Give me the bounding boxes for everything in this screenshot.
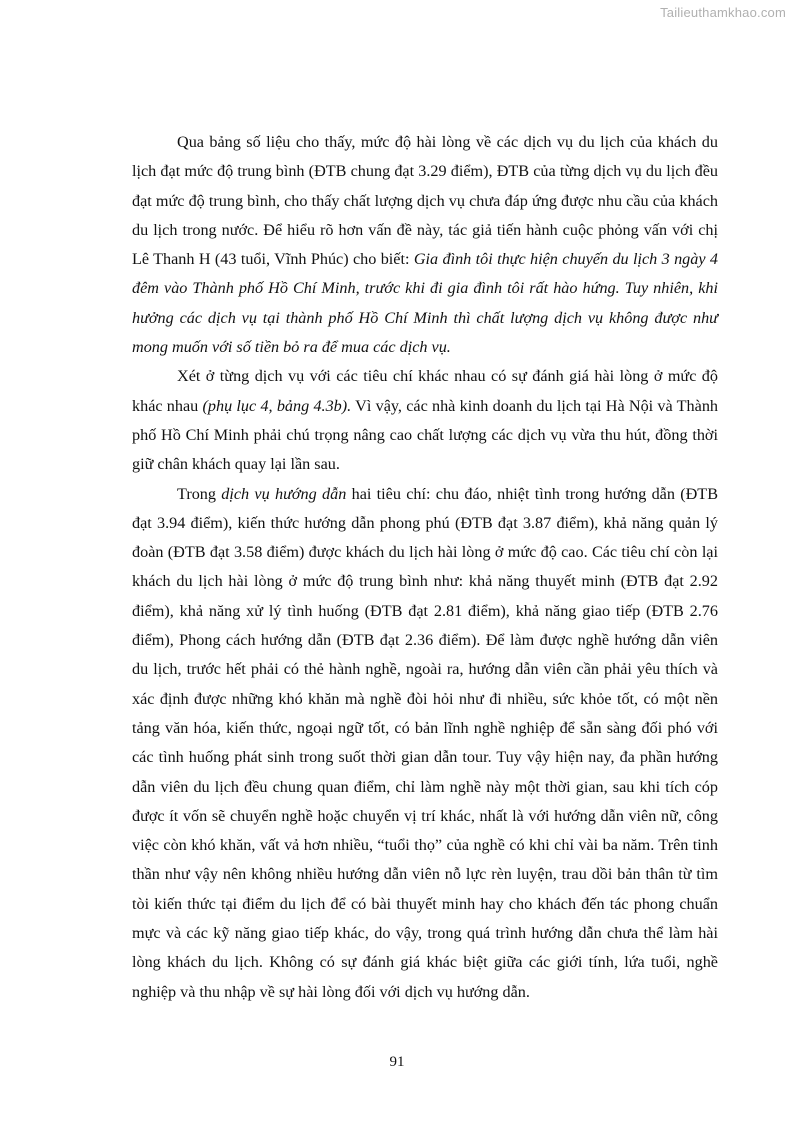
text-segment: Vì vậy, các nhà kinh doanh du lịch tại Hà Nội và Thành phố Hồ Chí Minh phải chú trọng nâng cao chất lượng các dịch vụ vừa thu hút, đồng thời giữ chân khách quay lại lần sau.: [132, 396, 719, 474]
appendix-reference: (phụ lục 4, bảng 4.3b).: [202, 396, 352, 415]
watermark: Tailieuthamkhao.com: [660, 5, 786, 20]
interview-quote: Gia đình tôi thực hiện chuyến du lịch 3 ngày 4 đêm vào Thành phố Hồ Chí Minh, trước khi đi gia đình tôi rất hào hứng. Tuy nhiên, khi hưởng các dịch vụ tại thành phố Hồ Chí Minh thì chất lượng dịch vụ không được như mong muốn với số tiền bỏ ra để mua các dịch vụ.: [132, 250, 718, 357]
text-segment: hai tiêu chí: chu đáo, nhiệt tình trong hướng dẫn (ĐTB đạt 3.94 điểm), kiến thức hướng dẫn phong phú (ĐTB đạt 3.87 điểm), khả năng quản lý đoàn (ĐTB đạt 3.58 điểm) được khách du lịch hài lòng ở mức độ cao. Các tiêu chí còn lại khách du lịch hài lòng ở mức độ trung bình như: khả năng thuyết minh (ĐTB đạt 2.92 điểm), khả năng xử lý tình huống (ĐTB đạt 2.81 điểm), khả năng giao tiếp (ĐTB 2.76 điểm), Phong cách hướng dẫn (ĐTB đạt 2.36 điểm). Để làm được nghề hướng dẫn viên du lịch, trước hết phải có thẻ hành nghề, ngoài ra, hướng dẫn viên cần phải yêu thích và xác định được những khó khăn mà nghề đòi hỏi như đi nhiều, sức khỏe tốt, có một nền tảng văn hóa, kiến thức, ngoại ngữ tốt, có bản lĩnh nghề nghiệp để sẵn sàng đối phó với các tình huống phát sinh trong suốt thời gian dẫn tour. Tuy vậy hiện nay, đa phần hướng dẫn viên du lịch đều chung quan điểm, chỉ làm nghề này một thời gian, sau khi tích cóp được ít vốn sẽ chuyển nghề hoặc chuyển vị trí khác, nhất là với hướng dẫn viên nữ, công việc còn khó khăn, vất vả hơn nhiều, “tuổi thọ” của nghề có khi chỉ vài ba năm. Trên tinh thần như vậy nên không nhiều hướng dẫn viên nỗ lực rèn luyện, trau dồi bản thân từ tìm tòi kiến thức tại điểm du lịch để có bài thuyết minh hay cho khách đến tác phong chuẩn mực và các kỹ năng giao tiếp khác, do vậy, trong quá trình hướng dẫn chưa thể làm hài lòng khách du lịch. Không có sự đánh giá khác biệt giữa các giới tính, lứa tuổi, nghề nghiệp và thu nhập về sự hài lòng đối với dịch vụ hướng dẫn.: [132, 484, 718, 1001]
text-segment: Trong: [177, 484, 222, 503]
paragraph-guide-service: [132, 480, 718, 1007]
text-segment: Qua bảng số liệu cho thấy, mức độ hài lòng về các dịch vụ du lịch của khách du lịch đạt mức độ trung bình (ĐTB chung đạt 3.29 điểm), ĐTB của từng dịch vụ du lịch đều đạt mức độ trung bình, cho thấy chất lượng dịch vụ chưa đáp ứng được nhu cầu của khách du lịch trong nước. Để hiểu rõ hơn vấn đề này, tác giả tiến hành cuộc phỏng vấn với chị Lê Thanh H (43 tuổi, Vĩnh Phúc) cho biết:: [132, 133, 718, 269]
service-term: dịch vụ hướng dẫn: [221, 484, 347, 503]
page-number: 91: [389, 1054, 405, 1070]
text-segment: Xét ở từng dịch vụ với các tiêu chí khác nhau có sự đánh giá hài lòng ở mức độ khác nhau: [132, 367, 718, 415]
body-text: [132, 128, 718, 1007]
paragraph-survey-results: [132, 128, 718, 362]
paragraph-criteria: [132, 362, 718, 479]
